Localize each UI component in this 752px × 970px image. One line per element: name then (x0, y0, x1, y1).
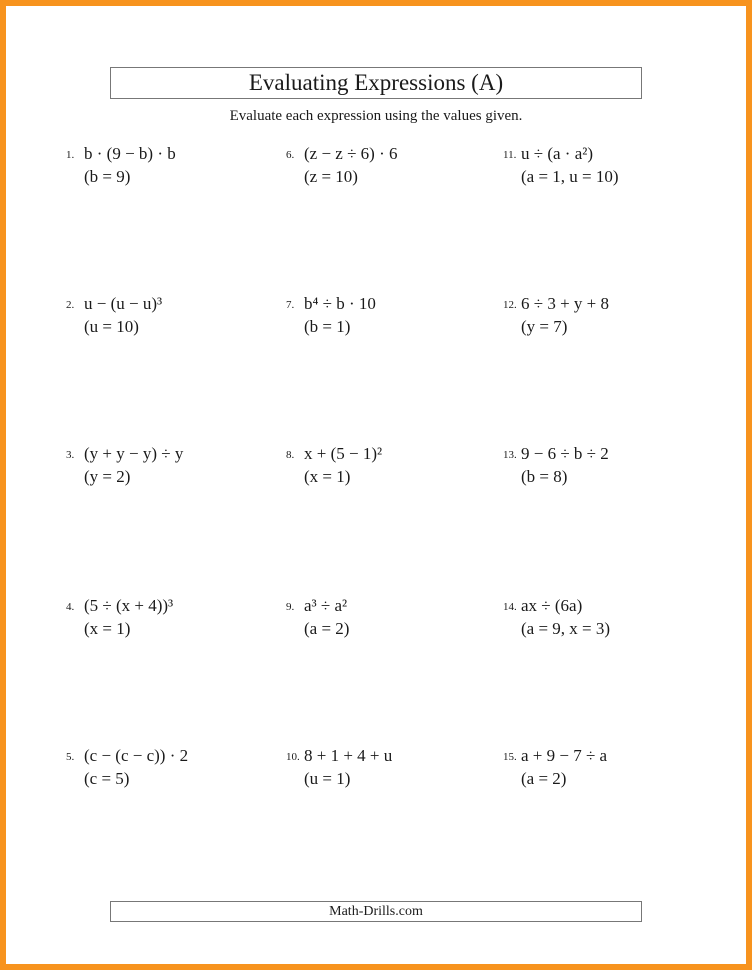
problem-number: 3. (66, 449, 75, 461)
worksheet-title: Evaluating Expressions (A) (110, 67, 642, 99)
problem-number: 10. (286, 751, 300, 763)
problem-number: 5. (66, 751, 75, 763)
problem-expression: 6 ÷ 3 + y + 8 (521, 294, 610, 313)
problem-expression: a + 9 − 7 ÷ a (521, 746, 608, 765)
problem-given-values: (b = 8) (521, 467, 568, 486)
problem-expression: (c − (c − c)) · 2 (84, 746, 189, 765)
problem-expression: u ÷ (a · a²) (521, 144, 594, 163)
problem-12 (503, 293, 609, 337)
problem-given-values: (x = 1) (84, 619, 131, 638)
problem-10 (286, 745, 392, 789)
footer-credit: Math-Drills.com (110, 901, 642, 922)
problem-3 (66, 443, 183, 487)
problem-expression: b⁴ ÷ b · 10 (304, 294, 376, 313)
problem-given-values: (b = 9) (84, 167, 131, 186)
problem-5 (66, 745, 188, 789)
problem-given-values: (a = 2) (521, 769, 567, 788)
problem-6 (286, 143, 398, 187)
problem-given-values: (x = 1) (304, 467, 351, 486)
problem-expression: ax ÷ (6a) (521, 596, 583, 615)
problem-expression: a³ ÷ a² (304, 596, 348, 615)
problem-number: 9. (286, 601, 295, 613)
problem-given-values: (u = 1) (304, 769, 351, 788)
problem-1 (66, 143, 176, 187)
problem-number: 4. (66, 601, 75, 613)
problem-number: 12. (503, 299, 517, 311)
problem-expression: b · (9 − b) · b (84, 144, 176, 163)
problem-expression: (y + y − y) ÷ y (84, 444, 184, 463)
problem-4 (66, 595, 173, 639)
problem-expression: u − (u − u)³ (84, 294, 163, 313)
problem-number: 6. (286, 149, 295, 161)
problem-number: 11. (503, 149, 517, 161)
problem-14 (503, 595, 610, 639)
problem-given-values: (a = 2) (304, 619, 350, 638)
problem-expression: x + (5 − 1)² (304, 444, 383, 463)
problem-given-values: (y = 7) (521, 317, 568, 336)
problem-given-values: (a = 1, u = 10) (521, 167, 619, 186)
problem-given-values: (b = 1) (304, 317, 351, 336)
problem-number: 13. (503, 449, 517, 461)
problem-given-values: (a = 9, x = 3) (521, 619, 611, 638)
problem-number: 14. (503, 601, 517, 613)
instructions: Evaluate each expression using the values given. (229, 108, 523, 124)
problem-number: 1. (66, 149, 75, 161)
problem-8 (286, 443, 382, 487)
problem-11 (503, 143, 619, 187)
problem-given-values: (c = 5) (84, 769, 130, 788)
problem-given-values: (z = 10) (304, 167, 358, 186)
problem-7 (286, 293, 376, 337)
problem-number: 15. (503, 751, 517, 763)
problem-expression: (5 ÷ (x + 4))³ (84, 596, 174, 615)
problem-expression: 9 − 6 ÷ b ÷ 2 (521, 444, 609, 463)
problem-15 (503, 745, 607, 789)
problem-number: 7. (286, 299, 295, 311)
problem-number: 2. (66, 299, 75, 311)
problem-given-values: (u = 10) (84, 317, 139, 336)
problem-9 (286, 595, 349, 639)
problem-2 (66, 293, 162, 337)
problem-number: 8. (286, 449, 295, 461)
problem-expression: 8 + 1 + 4 + u (304, 746, 393, 765)
problem-expression: (z − z ÷ 6) · 6 (304, 144, 398, 163)
problem-given-values: (y = 2) (84, 467, 131, 486)
problem-13 (503, 443, 609, 487)
